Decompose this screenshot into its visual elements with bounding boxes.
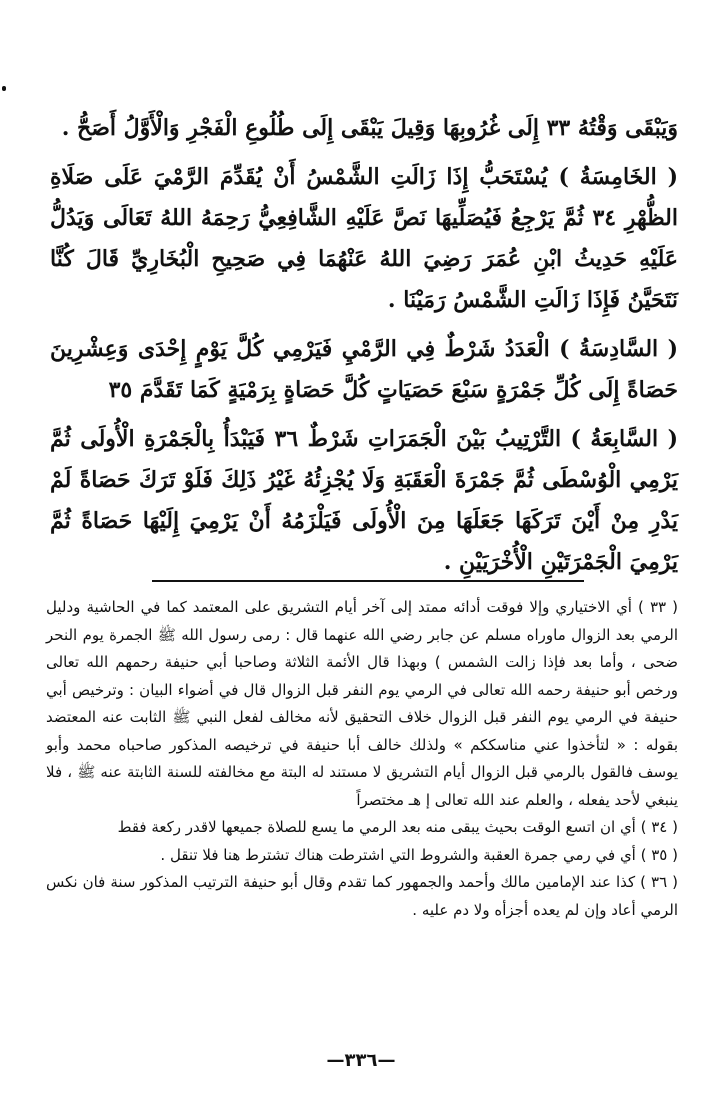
paragraph-fifth: ( الخَامِسَةُ ) يُسْتَحَبُّ إِذَا زَالَتِ الشَّمْسُ أَنْ يُقَدِّمَ الرَّمْيَ عَلَى صَلَاةِ الظُّهْرِ ٣٤ ثُمَّ يَرْجِعُ فَيُصَلِّيهَا نَصَّ عَلَيْهِ الشَّافِعِيُّ رَحِمَهُ اللهُ تَعَالَى وَيَدُلُّ عَلَيْهِ حَدِيثُ ابْنِ عُمَرَ رَضِيَ اللهُ عَنْهُمَا فِي صَحِيحِ الْبُخَارِيِّ قَالَ كُنَّا نَتَحَيَّنُ فَإِذَا زَالَتِ الشَّمْسُ رَمَيْنَا . — [50, 164, 678, 313]
footnote-33: ( ٣٣ ) أي الاختياري وإلا فوقت أدائه ممتد إلى آخر أيام التشريق على المعتمد كما في الحاشية ودليل الرمي بعد الزوال ماوراه مسلم عن جابر رضي الله عنهما قال : رمى رسول الله ﷺ الجمرة يوم النحر ضحى ، وأما بعد فإذا زالت الشمس ) وبهذا قال الأئمة الثلاثة وصاحبا أبي حنيفة رحمهم الله تعالى ورخص أبو حنيفة رحمه الله تعالى في الرمي يوم النفر قبل الزوال قال في أضواء البيان : وترخيص أبي حنيفة في الرمي يوم النفر قبل الزوال خلاف التحقيق لأنه مخالف لفعل النبي ﷺ الثابت عنه المعتضد بقوله : « لتأخذوا عني مناسككم » ولذلك خالف أبا حنيفة في ترخيصه المذكور صاحباه محمد وأبو يوسف فالقول بالرمي قبل الزوال أيام التشريق لا مستند له البتة مع مخالفته للسنة الثابتة عنه ﷺ ، فلا ينبغي لأحد يفعله ، والعلم عند الله تعالى إ هـ مختصراً — [46, 598, 678, 809]
footnote-divider — [152, 580, 584, 582]
paragraph-sixth: ( السَّادِسَةُ ) الْعَدَدُ شَرْطٌ فِي الرَّمْيِ فَيَرْمِي كُلَّ يَوْمٍ إِحْدَى وَعِشْرِينَ حَصَاةً إِلَى كُلِّ جَمْرَةٍ سَبْعَ حَصَيَاتٍ كُلَّ حَصَاةٍ بِرَمْيَةٍ كَمَا تَقَدَّمَ ٣٥ — [50, 336, 678, 403]
paragraph-continuation: وَيَبْقَى وَقْتُهُ ٣٣ إِلَى غُرُوبِهَا وَقِيلَ يَبْقَى إِلَى طُلُوعِ الْفَجْرِ وَالْأَوَّلُ أَصَحُّ . — [61, 115, 678, 141]
page-number: —٣٣٦— — [326, 1050, 396, 1071]
main-text — [50, 108, 678, 591]
paragraph-seventh: ( السَّابِعَةُ ) التَّرْتِيبُ بَيْنَ الْجَمَرَاتِ شَرْطٌ ٣٦ فَيَبْدَأُ بِالْجَمْرَةِ الْأُولَى ثُمَّ يَرْمِي الْوُسْطَى ثُمَّ جَمْرَةَ الْعَقَبَةِ وَلَا يُجْزِئُهُ غَيْرُ ذَلِكَ فَلَوْ تَرَكَ حَصَاةً لَمْ يَدْرِ مِنْ أَيْنَ تَرَكَهَا جَعَلَهَا مِنَ الْأُولَى فَيَلْزَمُهُ أَنْ يَرْمِيَ إِلَيْهَا حَصَاةً ثُمَّ يَرْمِيَ الْجَمْرَتَيْنِ الْأُخْرَيَيْنِ . — [50, 426, 678, 575]
footnotes — [46, 594, 678, 924]
footnote-35: ( ٣٥ ) أي في رمي جمرة العقبة والشروط التي اشترطت هناك تشترط هنا فلا تنقل . — [160, 845, 678, 864]
footnote-34: ( ٣٤ ) أي ان اتسع الوقت بحيث يبقى منه بعد الرمي ما يسع للصلاة جميعها لاقدر ركعة فقط — [117, 818, 678, 836]
footnote-36: ( ٣٦ ) كذا عند الإمامين مالك وأحمد والجمهور كما تقدم وقال أبو حنيفة الترتيب المذكور سنة فان نكس الرمي أعاد وإن لم يعده أجزأه ولا دم عليه . — [46, 873, 679, 919]
margin-mark — [2, 86, 6, 91]
